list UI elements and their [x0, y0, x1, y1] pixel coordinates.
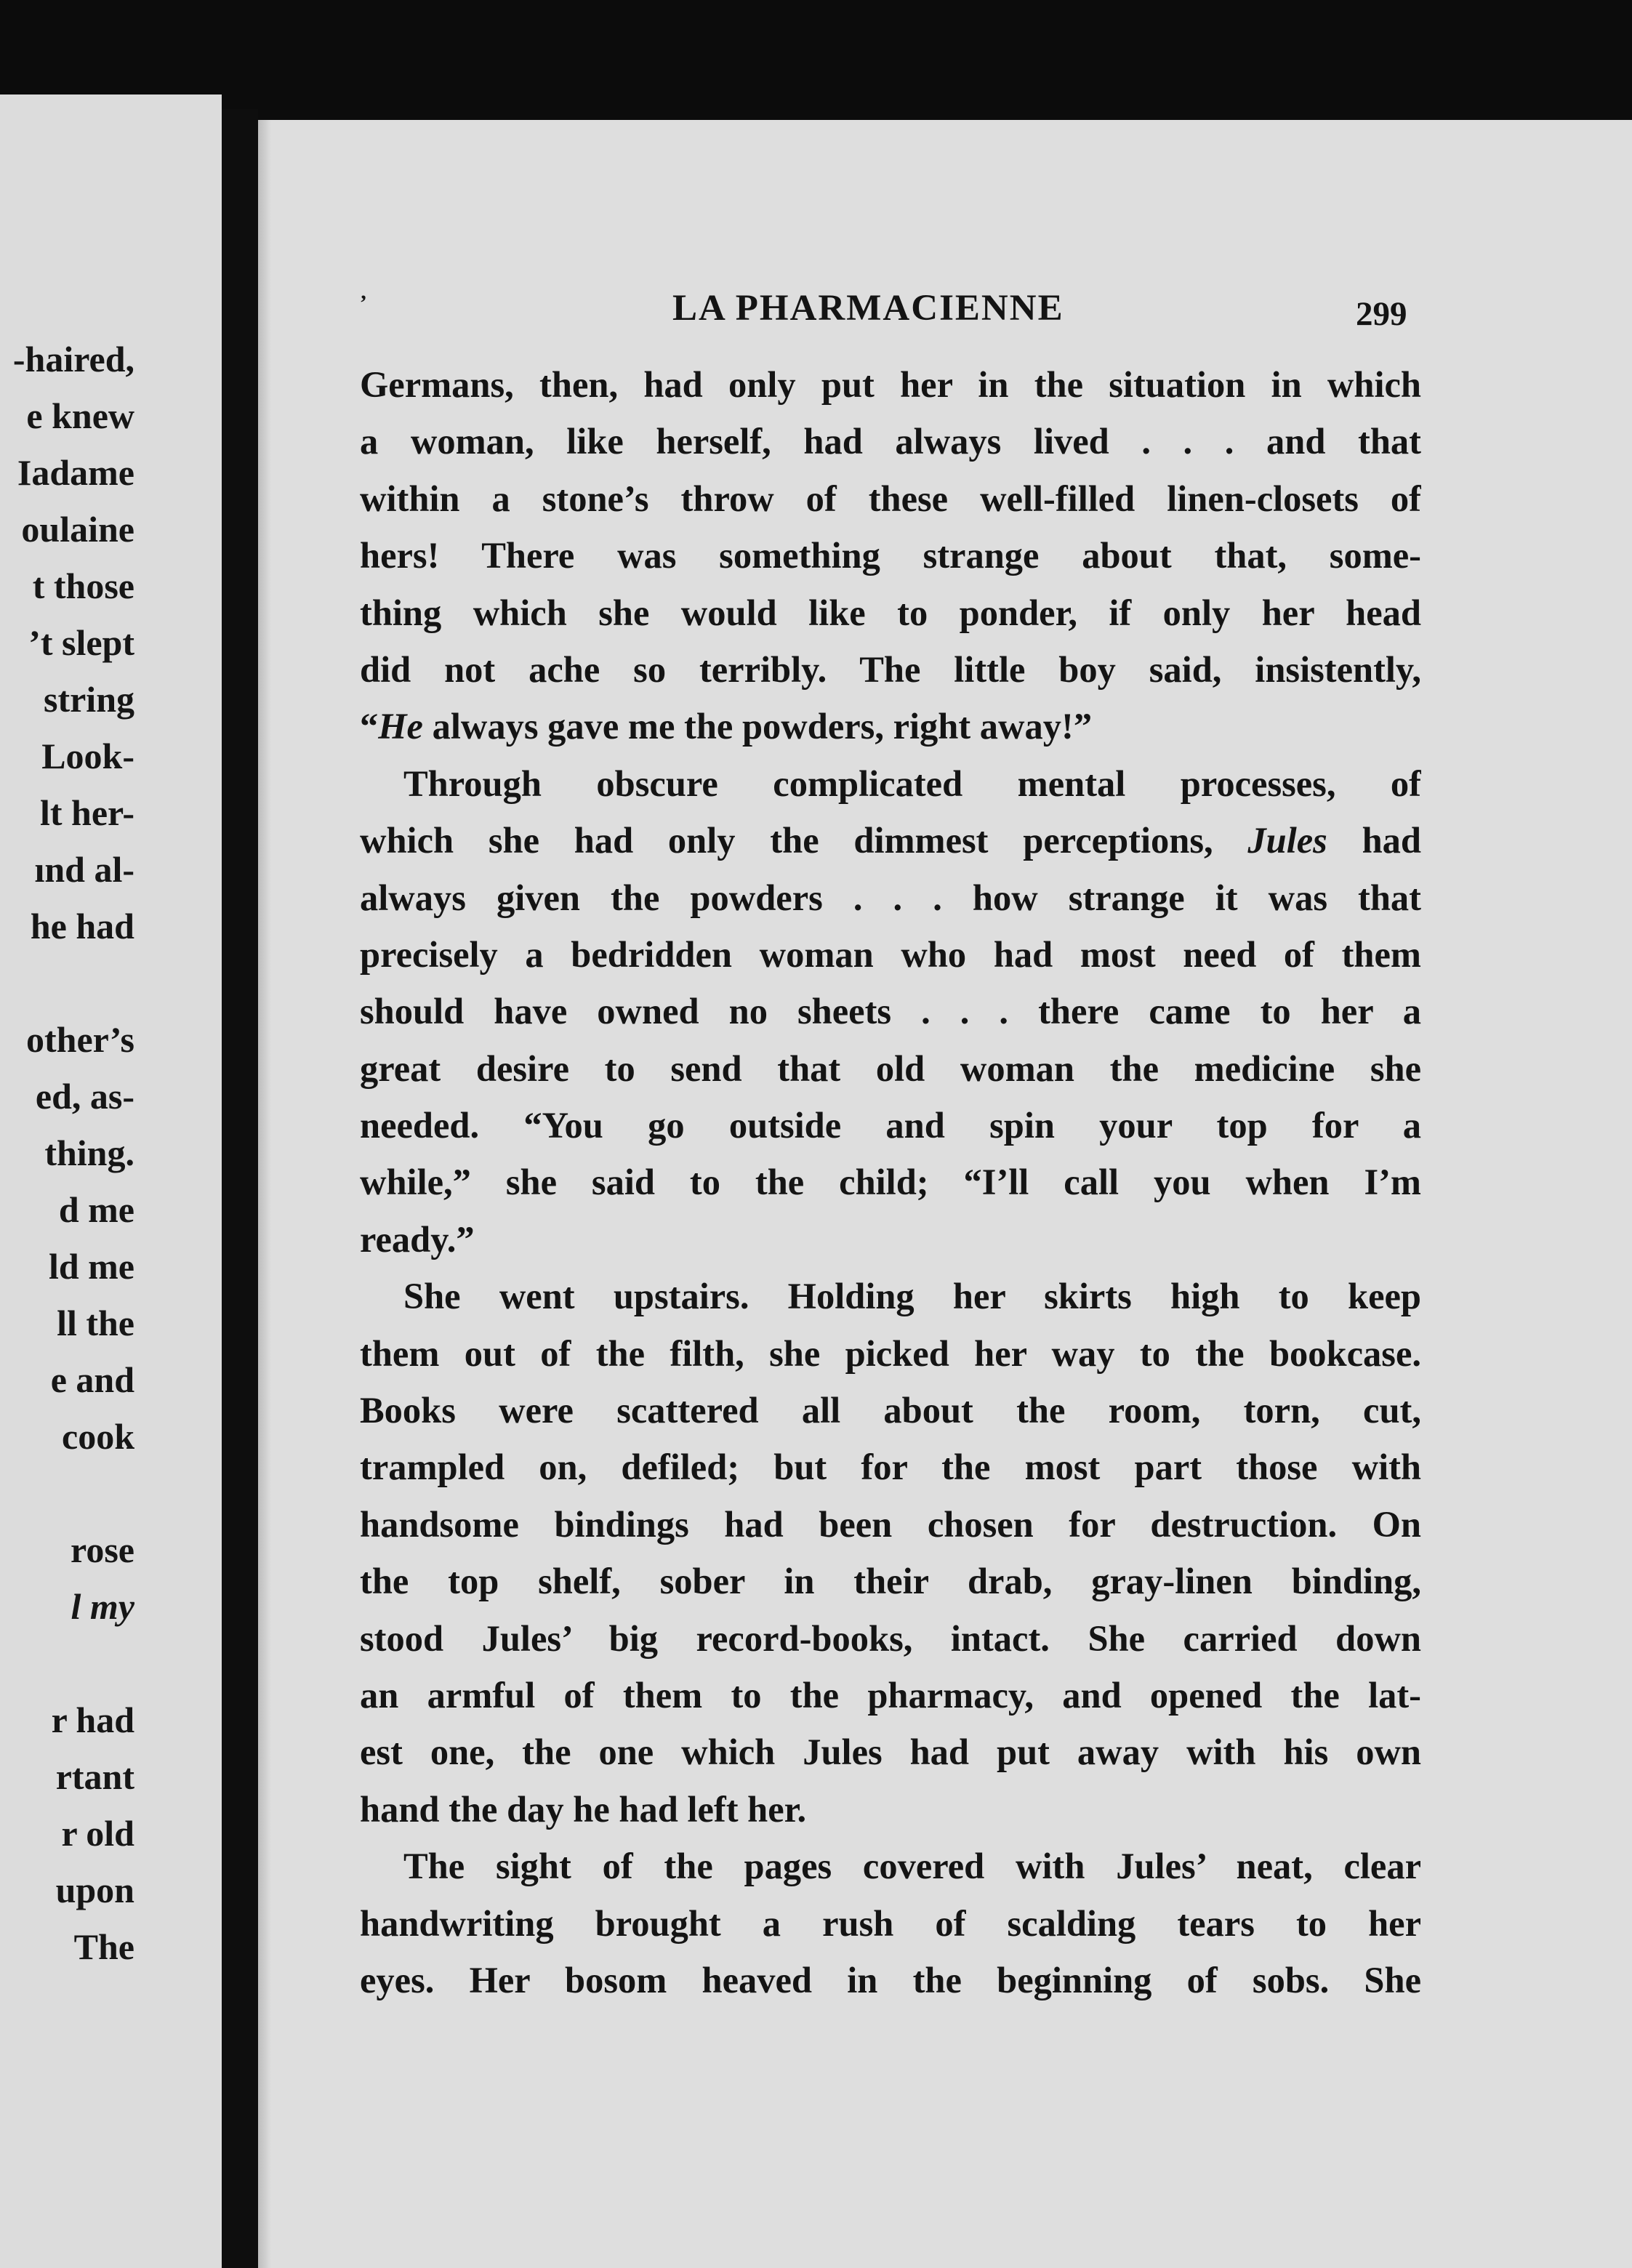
text-line: a woman, like herself, had always lived . . . and that: [360, 421, 1421, 462]
left-page-fragment: cook: [62, 1416, 134, 1457]
left-page-fragment: ed, as-: [35, 1076, 134, 1117]
text-line: while,” she said to the child; “I’ll call you when I’m: [360, 1162, 1421, 1203]
text-line: handwriting brought a rush of scalding tears to her: [360, 1902, 1421, 1944]
text-line: stood Jules’ big record-books, intact. She carried down: [360, 1617, 1421, 1659]
left-facing-page: [0, 94, 222, 2268]
text-line: Through obscure complicated mental processes, of: [403, 763, 1421, 804]
left-page-fragment: string: [44, 679, 134, 720]
text-line: She went upstairs. Holding her skirts high to keep: [403, 1276, 1421, 1317]
text-line: hand the day he had left her.: [360, 1788, 807, 1830]
text-line: “He always gave me the powders, right away!”: [360, 706, 1093, 747]
book-gutter: [222, 109, 258, 2268]
running-head: LA PHARMACIENNE: [672, 288, 1064, 329]
text-line: thing which she would like to ponder, if only her head: [360, 592, 1421, 633]
left-page-fragment: ll the: [57, 1303, 134, 1343]
left-page-fragment: e knew: [26, 395, 134, 436]
text-line: eyes. Her bosom heaved in the beginning of sobs. She: [360, 1959, 1421, 2000]
italic-word: He: [378, 706, 423, 747]
left-page-fragment: ’t slept: [28, 622, 134, 663]
left-page-fragment: rtant: [55, 1756, 134, 1797]
text-line: hers! There was something strange about that, some-: [360, 535, 1421, 576]
left-page-fragment: oulaine: [21, 509, 134, 550]
text-line: est one, the one which Jules had put away with his own: [360, 1732, 1421, 1773]
text-line: handsome bindings had been chosen for destruction. On: [360, 1503, 1421, 1545]
left-page-fragment: l my: [71, 1586, 134, 1627]
left-page-fragment: ld me: [48, 1246, 134, 1287]
text-line: should have owned no sheets . . . there came to her a: [360, 991, 1421, 1032]
left-page-fragment: thing.: [44, 1133, 134, 1173]
left-page-fragment: Look-: [41, 736, 134, 776]
text-line: great desire to send that old woman the medicine she: [360, 1047, 1421, 1089]
text-line: them out of the filth, she picked her way to the bookcase.: [360, 1332, 1421, 1374]
text-line: The sight of the pages covered with Jules’ neat, clear: [403, 1846, 1421, 1887]
text-line: within a stone’s throw of these well-filled linen-closets of: [360, 478, 1421, 519]
left-page-fragment: ınd al-: [34, 849, 134, 890]
text-line: which she had only the dimmest perceptions, Jules had: [360, 820, 1421, 861]
left-page-fragment: The: [73, 1926, 134, 1967]
left-page-fragment: r had: [51, 1700, 134, 1740]
left-page-fragment: rose: [71, 1529, 134, 1570]
text-line: needed. “You go outside and spin your top for a: [360, 1105, 1421, 1146]
page-number: 299: [1356, 295, 1407, 333]
left-page-fragment: lt her-: [39, 792, 134, 833]
left-page-fragment: d me: [58, 1189, 134, 1230]
text-line: Books were scattered all about the room, torn, cut,: [360, 1390, 1421, 1431]
left-page-fragment: Iadame: [17, 452, 134, 493]
text-line: an armful of them to the pharmacy, and opened the lat-: [360, 1674, 1421, 1716]
body-text: [360, 356, 1421, 2008]
left-page-fragment: he had: [30, 906, 134, 946]
left-page-fragment: e and: [50, 1359, 134, 1400]
italic-word: Jules: [1247, 820, 1327, 861]
header-mark: ‚: [360, 280, 367, 304]
text-line: always given the powders . . . how strange it was that: [360, 877, 1421, 918]
text-line: did not ache so terribly. The little boy said, insistently,: [360, 648, 1421, 690]
text-line: trampled on, defiled; but for the most part those with: [360, 1447, 1421, 1488]
left-page-fragment: r old: [61, 1813, 134, 1854]
left-page-fragment: -haired,: [12, 339, 134, 379]
left-page-fragment: other’s: [26, 1019, 134, 1060]
left-page-fragment: upon: [55, 1870, 134, 1910]
text-line: Germans, then, had only put her in the situation in which: [360, 364, 1421, 405]
right-page: [258, 120, 1632, 2268]
left-page-fragment: t those: [32, 566, 134, 606]
text-line: the top shelf, sober in their drab, gray-linen binding,: [360, 1561, 1421, 1602]
text-line: ready.”: [360, 1218, 475, 1260]
text-line: precisely a bedridden woman who had most need of them: [360, 933, 1421, 975]
